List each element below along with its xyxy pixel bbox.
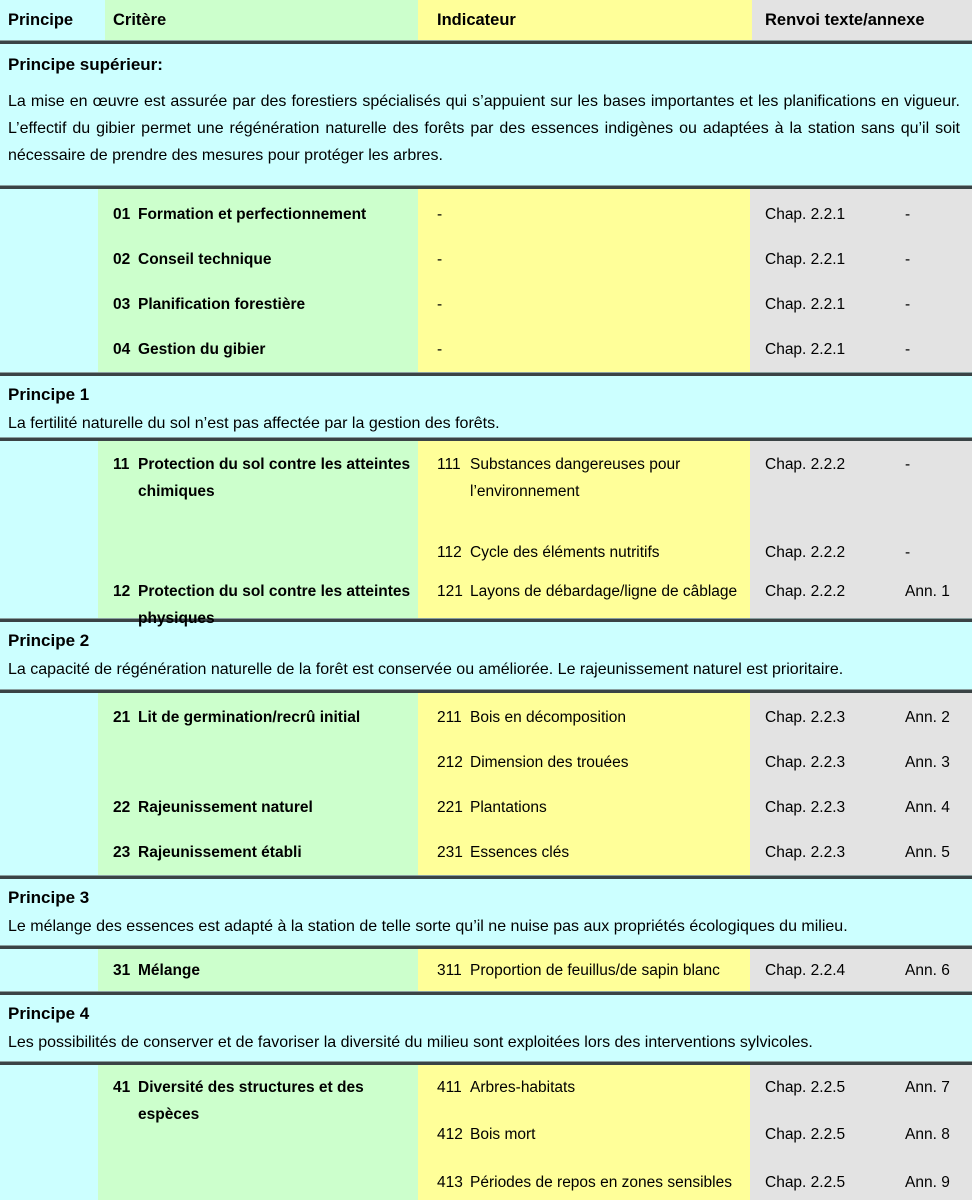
criterion-cell bbox=[98, 957, 418, 984]
reference-cell bbox=[750, 704, 972, 731]
principle-description: La capacité de régénération naturelle de la forêt est conservée ou améliorée. Le rajeunissement naturel est prioritaire. bbox=[8, 661, 844, 678]
indicator-cell bbox=[418, 957, 750, 984]
indicator-number: 212 bbox=[437, 754, 463, 771]
principle-title: Principe 2 bbox=[8, 631, 90, 650]
reference-cell bbox=[750, 539, 972, 566]
annex-ref: Ann. 4 bbox=[905, 799, 950, 816]
principle-description: La fertilité naturelle du sol n’est pas affectée par la gestion des forêts. bbox=[8, 415, 500, 432]
annex-ref: - bbox=[905, 296, 911, 313]
annex-ref: Ann. 3 bbox=[905, 754, 950, 771]
indicator-number: - bbox=[437, 206, 443, 223]
indicator-cell bbox=[418, 1169, 750, 1196]
table-row bbox=[0, 531, 972, 573]
principle-title: Principe 1 bbox=[8, 385, 90, 404]
indicator-cell bbox=[418, 539, 750, 566]
principle-title: Principe 4 bbox=[8, 1004, 90, 1023]
chapter-ref: Chap. 2.2.2 bbox=[765, 456, 846, 473]
annex-ref: Ann. 1 bbox=[905, 583, 950, 600]
criterion-cell bbox=[98, 451, 418, 505]
reference-cell bbox=[750, 336, 972, 363]
criterion-number: 02 bbox=[113, 251, 131, 268]
criterion-number: 04 bbox=[113, 341, 131, 358]
table-row bbox=[0, 237, 972, 282]
indicator-number: 411 bbox=[437, 1079, 462, 1096]
reference-cell bbox=[750, 749, 972, 776]
reference-cell bbox=[750, 578, 972, 605]
principle-description: La mise en œuvre est assurée par des forestiers spécialisés qui s’appuient sur les bases importantes et les planifications en vigueur. L’effectif du gibier permet une régénération naturelle des forêts par des essences indigènes ou adaptées à la station sans qu’il soit nécessaire de prendre des mesures pour protéger les arbres. bbox=[8, 93, 960, 164]
indicator-label: Substances dangereuses pour l’environnement bbox=[470, 456, 681, 500]
principle-band-superieur bbox=[0, 44, 972, 185]
annex-ref: - bbox=[905, 543, 911, 561]
indicator-cell bbox=[418, 336, 750, 363]
criteria-block-2 bbox=[0, 693, 972, 875]
criterion-number: 12 bbox=[113, 583, 131, 600]
indicator-number: - bbox=[437, 296, 443, 313]
criterion-label: Lit de germination/recrû initial bbox=[138, 709, 361, 726]
table-row bbox=[0, 785, 972, 830]
annex-ref: - bbox=[905, 251, 911, 268]
principle-band-4 bbox=[0, 995, 972, 1061]
indicator-cell bbox=[418, 201, 750, 228]
criterion-label: Protection du sol contre les atteintes chimiques bbox=[138, 456, 411, 500]
table-row bbox=[0, 830, 972, 875]
table-row bbox=[0, 695, 972, 740]
criterion-label: Conseil technique bbox=[138, 251, 272, 268]
column-header-label: Critère bbox=[113, 10, 167, 29]
criteria-block-3 bbox=[0, 949, 972, 991]
indicator-cell bbox=[418, 578, 750, 605]
indicator-label: Essences clés bbox=[470, 844, 570, 861]
criterion-number: 01 bbox=[113, 206, 131, 223]
indicator-cell bbox=[418, 1074, 750, 1101]
reference-cell bbox=[750, 839, 972, 866]
criteria-block-4 bbox=[0, 1065, 972, 1200]
indicator-label: Cycle des éléments nutritifs bbox=[470, 543, 660, 561]
criterion-number: 11 bbox=[113, 456, 130, 473]
principle-description: Le mélange des essences est adapté à la station de telle sorte qu’il ne nuise pas aux propriétés écologiques du milieu. bbox=[8, 918, 848, 935]
reference-cell bbox=[750, 1169, 972, 1196]
criterion-label: Rajeunissement établi bbox=[138, 844, 302, 861]
criterion-label: Diversité des structures et des espèces bbox=[138, 1079, 364, 1123]
indicator-label: Plantations bbox=[470, 799, 547, 816]
reference-cell bbox=[750, 794, 972, 821]
indicator-number: 231 bbox=[437, 844, 463, 861]
table-row bbox=[0, 282, 972, 327]
criterion-cell bbox=[98, 794, 418, 821]
indicator-number: 412 bbox=[437, 1125, 463, 1143]
criterion-cell bbox=[98, 201, 418, 228]
principle-band-1 bbox=[0, 376, 972, 437]
indicator-cell bbox=[418, 704, 750, 731]
criterion-cell bbox=[98, 336, 418, 363]
criterion-number: 03 bbox=[113, 296, 131, 313]
chapter-ref: Chap. 2.2.3 bbox=[765, 799, 846, 816]
table-row bbox=[0, 740, 972, 785]
indicator-cell bbox=[418, 246, 750, 273]
indicator-cell bbox=[418, 839, 750, 866]
indicator-cell bbox=[418, 291, 750, 318]
table-header-row bbox=[0, 0, 972, 40]
criterion-label: Protection du sol contre les atteintes physiques bbox=[138, 583, 411, 627]
criterion-cell bbox=[98, 246, 418, 273]
column-header-label: Indicateur bbox=[437, 10, 516, 29]
reference-cell bbox=[750, 246, 972, 273]
chapter-ref: Chap. 2.2.5 bbox=[765, 1173, 846, 1191]
annex-ref: - bbox=[905, 341, 911, 358]
reference-cell bbox=[750, 1074, 972, 1101]
reference-cell bbox=[750, 201, 972, 228]
indicator-number: 413 bbox=[437, 1173, 463, 1191]
annex-ref: - bbox=[905, 206, 911, 223]
indicator-number: 111 bbox=[437, 456, 461, 473]
chapter-ref: Chap. 2.2.1 bbox=[765, 251, 846, 268]
criterion-cell bbox=[98, 839, 418, 866]
chapter-ref: Chap. 2.2.1 bbox=[765, 296, 846, 313]
reference-cell bbox=[750, 1121, 972, 1148]
annex-ref: Ann. 6 bbox=[905, 961, 950, 979]
principle-band-3 bbox=[0, 879, 972, 945]
chapter-ref: Chap. 2.2.2 bbox=[765, 583, 846, 600]
annex-ref: - bbox=[905, 456, 911, 473]
indicator-label: Bois en décomposition bbox=[470, 709, 626, 726]
column-header-indicateur bbox=[418, 0, 752, 40]
table-row bbox=[0, 1111, 972, 1157]
principle-title: Principe supérieur: bbox=[8, 55, 163, 74]
column-header-renvoi bbox=[752, 0, 972, 40]
indicator-number: 221 bbox=[437, 799, 463, 816]
indicator-number: 211 bbox=[437, 709, 462, 726]
criterion-number: 22 bbox=[113, 799, 131, 816]
principle-description: Les possibilités de conserver et de favoriser la diversité du milieu sont exploitées lors des interventions sylvicoles. bbox=[8, 1034, 813, 1051]
criterion-label: Planification forestière bbox=[138, 296, 306, 313]
indicator-label: Layons de débardage/ligne de câblage bbox=[470, 583, 738, 600]
criteria-block-0 bbox=[0, 189, 972, 372]
column-header-label: Renvoi texte/annexe bbox=[765, 10, 925, 29]
reference-cell bbox=[750, 451, 972, 478]
column-header-critere bbox=[105, 0, 418, 40]
criterion-number: 41 bbox=[113, 1079, 131, 1096]
annex-ref: Ann. 7 bbox=[905, 1079, 950, 1096]
criterion-cell bbox=[98, 578, 418, 632]
annex-ref: Ann. 9 bbox=[905, 1173, 950, 1191]
annex-ref: Ann. 8 bbox=[905, 1125, 950, 1143]
annex-ref: Ann. 5 bbox=[905, 844, 950, 861]
table-row bbox=[0, 1157, 972, 1200]
indicator-number: 112 bbox=[437, 543, 462, 561]
indicator-cell bbox=[418, 794, 750, 821]
table-row bbox=[0, 327, 972, 372]
principle-title: Principe 3 bbox=[8, 888, 90, 907]
column-header-label: Principe bbox=[8, 10, 74, 29]
reference-cell bbox=[750, 957, 972, 984]
indicator-cell bbox=[418, 749, 750, 776]
table-row bbox=[0, 1065, 972, 1123]
chapter-ref: Chap. 2.2.5 bbox=[765, 1079, 846, 1096]
annex-ref: Ann. 2 bbox=[905, 709, 950, 726]
table-row bbox=[0, 573, 972, 627]
chapter-ref: Chap. 2.2.3 bbox=[765, 709, 846, 726]
criterion-label: Mélange bbox=[138, 961, 201, 979]
chapter-ref: Chap. 2.2.3 bbox=[765, 844, 846, 861]
indicator-label: Bois mort bbox=[470, 1125, 536, 1143]
reference-cell bbox=[750, 291, 972, 318]
indicator-label: Dimension des trouées bbox=[470, 754, 629, 771]
chapter-ref: Chap. 2.2.5 bbox=[765, 1125, 846, 1143]
column-header-principe bbox=[0, 0, 105, 40]
chapter-ref: Chap. 2.2.3 bbox=[765, 754, 846, 771]
indicator-label: Périodes de repos en zones sensibles bbox=[470, 1173, 732, 1191]
chapter-ref: Chap. 2.2.2 bbox=[765, 543, 846, 561]
criterion-cell bbox=[98, 704, 418, 731]
principle-band-2 bbox=[0, 622, 972, 689]
table-row bbox=[0, 441, 972, 531]
indicator-number: - bbox=[437, 341, 443, 358]
criterion-label: Gestion du gibier bbox=[138, 341, 266, 358]
criterion-number: 21 bbox=[113, 709, 131, 726]
chapter-ref: Chap. 2.2.1 bbox=[765, 341, 846, 358]
indicator-number: - bbox=[437, 251, 443, 268]
criterion-label: Formation et perfectionnement bbox=[138, 206, 367, 223]
indicator-number: 311 bbox=[437, 961, 462, 979]
table-row bbox=[0, 192, 972, 237]
indicator-label: Arbres-habitats bbox=[470, 1079, 576, 1096]
criterion-number: 31 bbox=[113, 961, 131, 979]
table-row bbox=[0, 949, 972, 991]
chapter-ref: Chap. 2.2.4 bbox=[765, 961, 846, 979]
chapter-ref: Chap. 2.2.1 bbox=[765, 206, 846, 223]
indicator-label: Proportion de feuillus/de sapin blanc bbox=[470, 961, 720, 979]
indicator-number: 121 bbox=[437, 583, 463, 600]
criteria-block-1 bbox=[0, 441, 972, 627]
criterion-label: Rajeunissement naturel bbox=[138, 799, 313, 816]
indicator-cell bbox=[418, 1121, 750, 1148]
criterion-number: 23 bbox=[113, 844, 131, 861]
criterion-cell bbox=[98, 291, 418, 318]
indicator-cell bbox=[418, 451, 750, 505]
